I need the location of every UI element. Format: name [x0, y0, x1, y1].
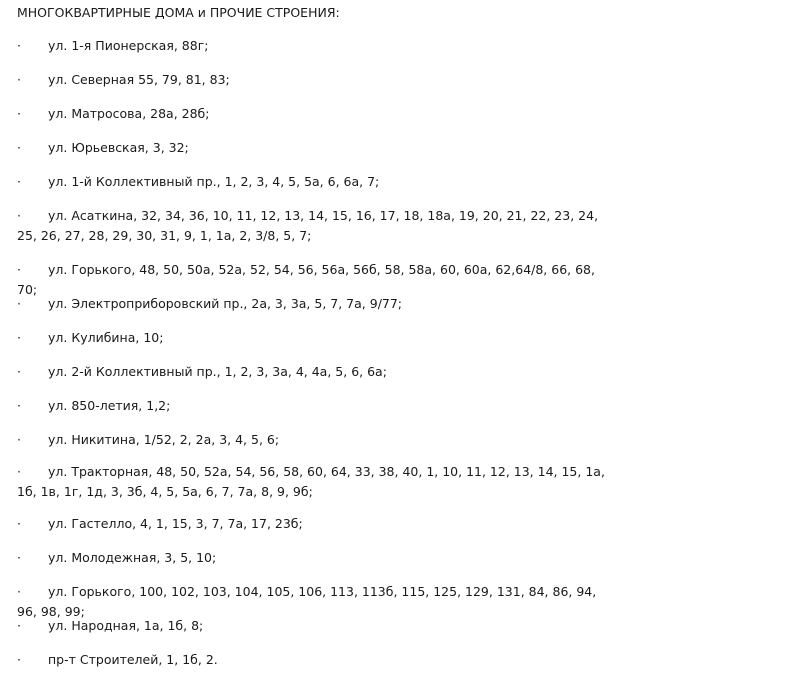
bullet-icon: · — [17, 262, 21, 277]
bullet-icon: · — [17, 106, 21, 121]
address-text: ул. Электроприборовский пр., 2а, 3, 3а, 5, 7, 7а, 9/77; — [48, 296, 403, 311]
address-text: ул. 1-й Коллективный пр., 1, 2, 3, 4, 5, 5а, 6, 6а, 7; — [48, 174, 380, 189]
list-item — [17, 514, 617, 534]
bullet-icon: · — [17, 296, 21, 311]
list-item — [17, 548, 617, 568]
address-text: ул. 1-я Пионерская, 88г; — [48, 38, 209, 53]
address-text: пр-т Строителей, 1, 1б, 2. — [48, 652, 218, 667]
address-text: ул. Молодежная, 3, 5, 10; — [48, 550, 217, 565]
bullet-icon: · — [17, 364, 21, 379]
list-item — [17, 36, 617, 56]
list-item — [17, 462, 617, 502]
list-item — [17, 104, 617, 124]
address-text: ул. 2-й Коллективный пр., 1, 2, 3, 3а, 4, 4а, 5, 6, 6а; — [48, 364, 387, 379]
address-text: ул. 850-летия, 1,2; — [48, 398, 171, 413]
bullet-icon: · — [17, 432, 21, 447]
address-text: ул. Горького, 48, 50, 50а, 52а, 52, 54, 56, 56а, 56б, 58, 58а, 60, 60а, 62,64/8, 66, 68, 70; — [17, 262, 595, 297]
address-text: ул. Гастелло, 4, 1, 15, 3, 7, 7а, 17, 23б; — [48, 516, 303, 531]
list-item — [17, 294, 617, 314]
bullet-icon: · — [17, 330, 21, 345]
list-item — [17, 138, 617, 158]
address-text: ул. Матросова, 28а, 28б; — [48, 106, 210, 121]
address-text: ул. Юрьевская, 3, 32; — [48, 140, 189, 155]
list-item — [17, 70, 617, 90]
list-item — [17, 650, 617, 670]
section-heading: МНОГОКВАРТИРНЫЕ ДОМА и ПРОЧИЕ СТРОЕНИЯ: — [17, 5, 340, 20]
bullet-icon: · — [17, 550, 21, 565]
bullet-icon: · — [17, 398, 21, 413]
bullet-icon: · — [17, 208, 21, 223]
address-text: ул. Народная, 1а, 1б, 8; — [48, 618, 204, 633]
address-text: ул. Горького, 100, 102, 103, 104, 105, 106, 113, 113б, 115, 125, 129, 131, 84, 86, 94, 96, 98, 99; — [17, 584, 597, 619]
bullet-icon: · — [17, 140, 21, 155]
bullet-icon: · — [17, 174, 21, 189]
list-item — [17, 430, 617, 450]
bullet-icon: · — [17, 618, 21, 633]
bullet-icon: · — [17, 38, 21, 53]
address-text: ул. Кулибина, 10; — [48, 330, 164, 345]
list-item — [17, 396, 617, 416]
list-item — [17, 206, 617, 246]
bullet-icon: · — [17, 652, 21, 667]
address-text: ул. Северная 55, 79, 81, 83; — [48, 72, 230, 87]
list-item — [17, 328, 617, 348]
address-text: ул. Никитина, 1/52, 2, 2а, 3, 4, 5, 6; — [48, 432, 280, 447]
address-text: ул. Асаткина, 32, 34, 36, 10, 11, 12, 13, 14, 15, 16, 17, 18, 18а, 19, 20, 21, 22, 23, 24, 25, 26, 27, 28, 29, 30, 31, 9, 1, 1а, 2, 3/8, 5, 7; — [17, 208, 599, 243]
bullet-icon: · — [17, 516, 21, 531]
list-item — [17, 616, 617, 636]
bullet-icon: · — [17, 72, 21, 87]
list-item — [17, 172, 617, 192]
address-text: ул. Тракторная, 48, 50, 52а, 54, 56, 58, 60, 64, 33, 38, 40, 1, 10, 11, 12, 13, 14, 15, 1а, 1б, 1в, 1г, 1д, 3, 3б, 4, 5, 5а, 6, 7, 7а, 8, 9, 9б; — [17, 464, 605, 499]
bullet-icon: · — [17, 584, 21, 599]
list-item — [17, 362, 617, 382]
bullet-icon: · — [17, 464, 21, 479]
